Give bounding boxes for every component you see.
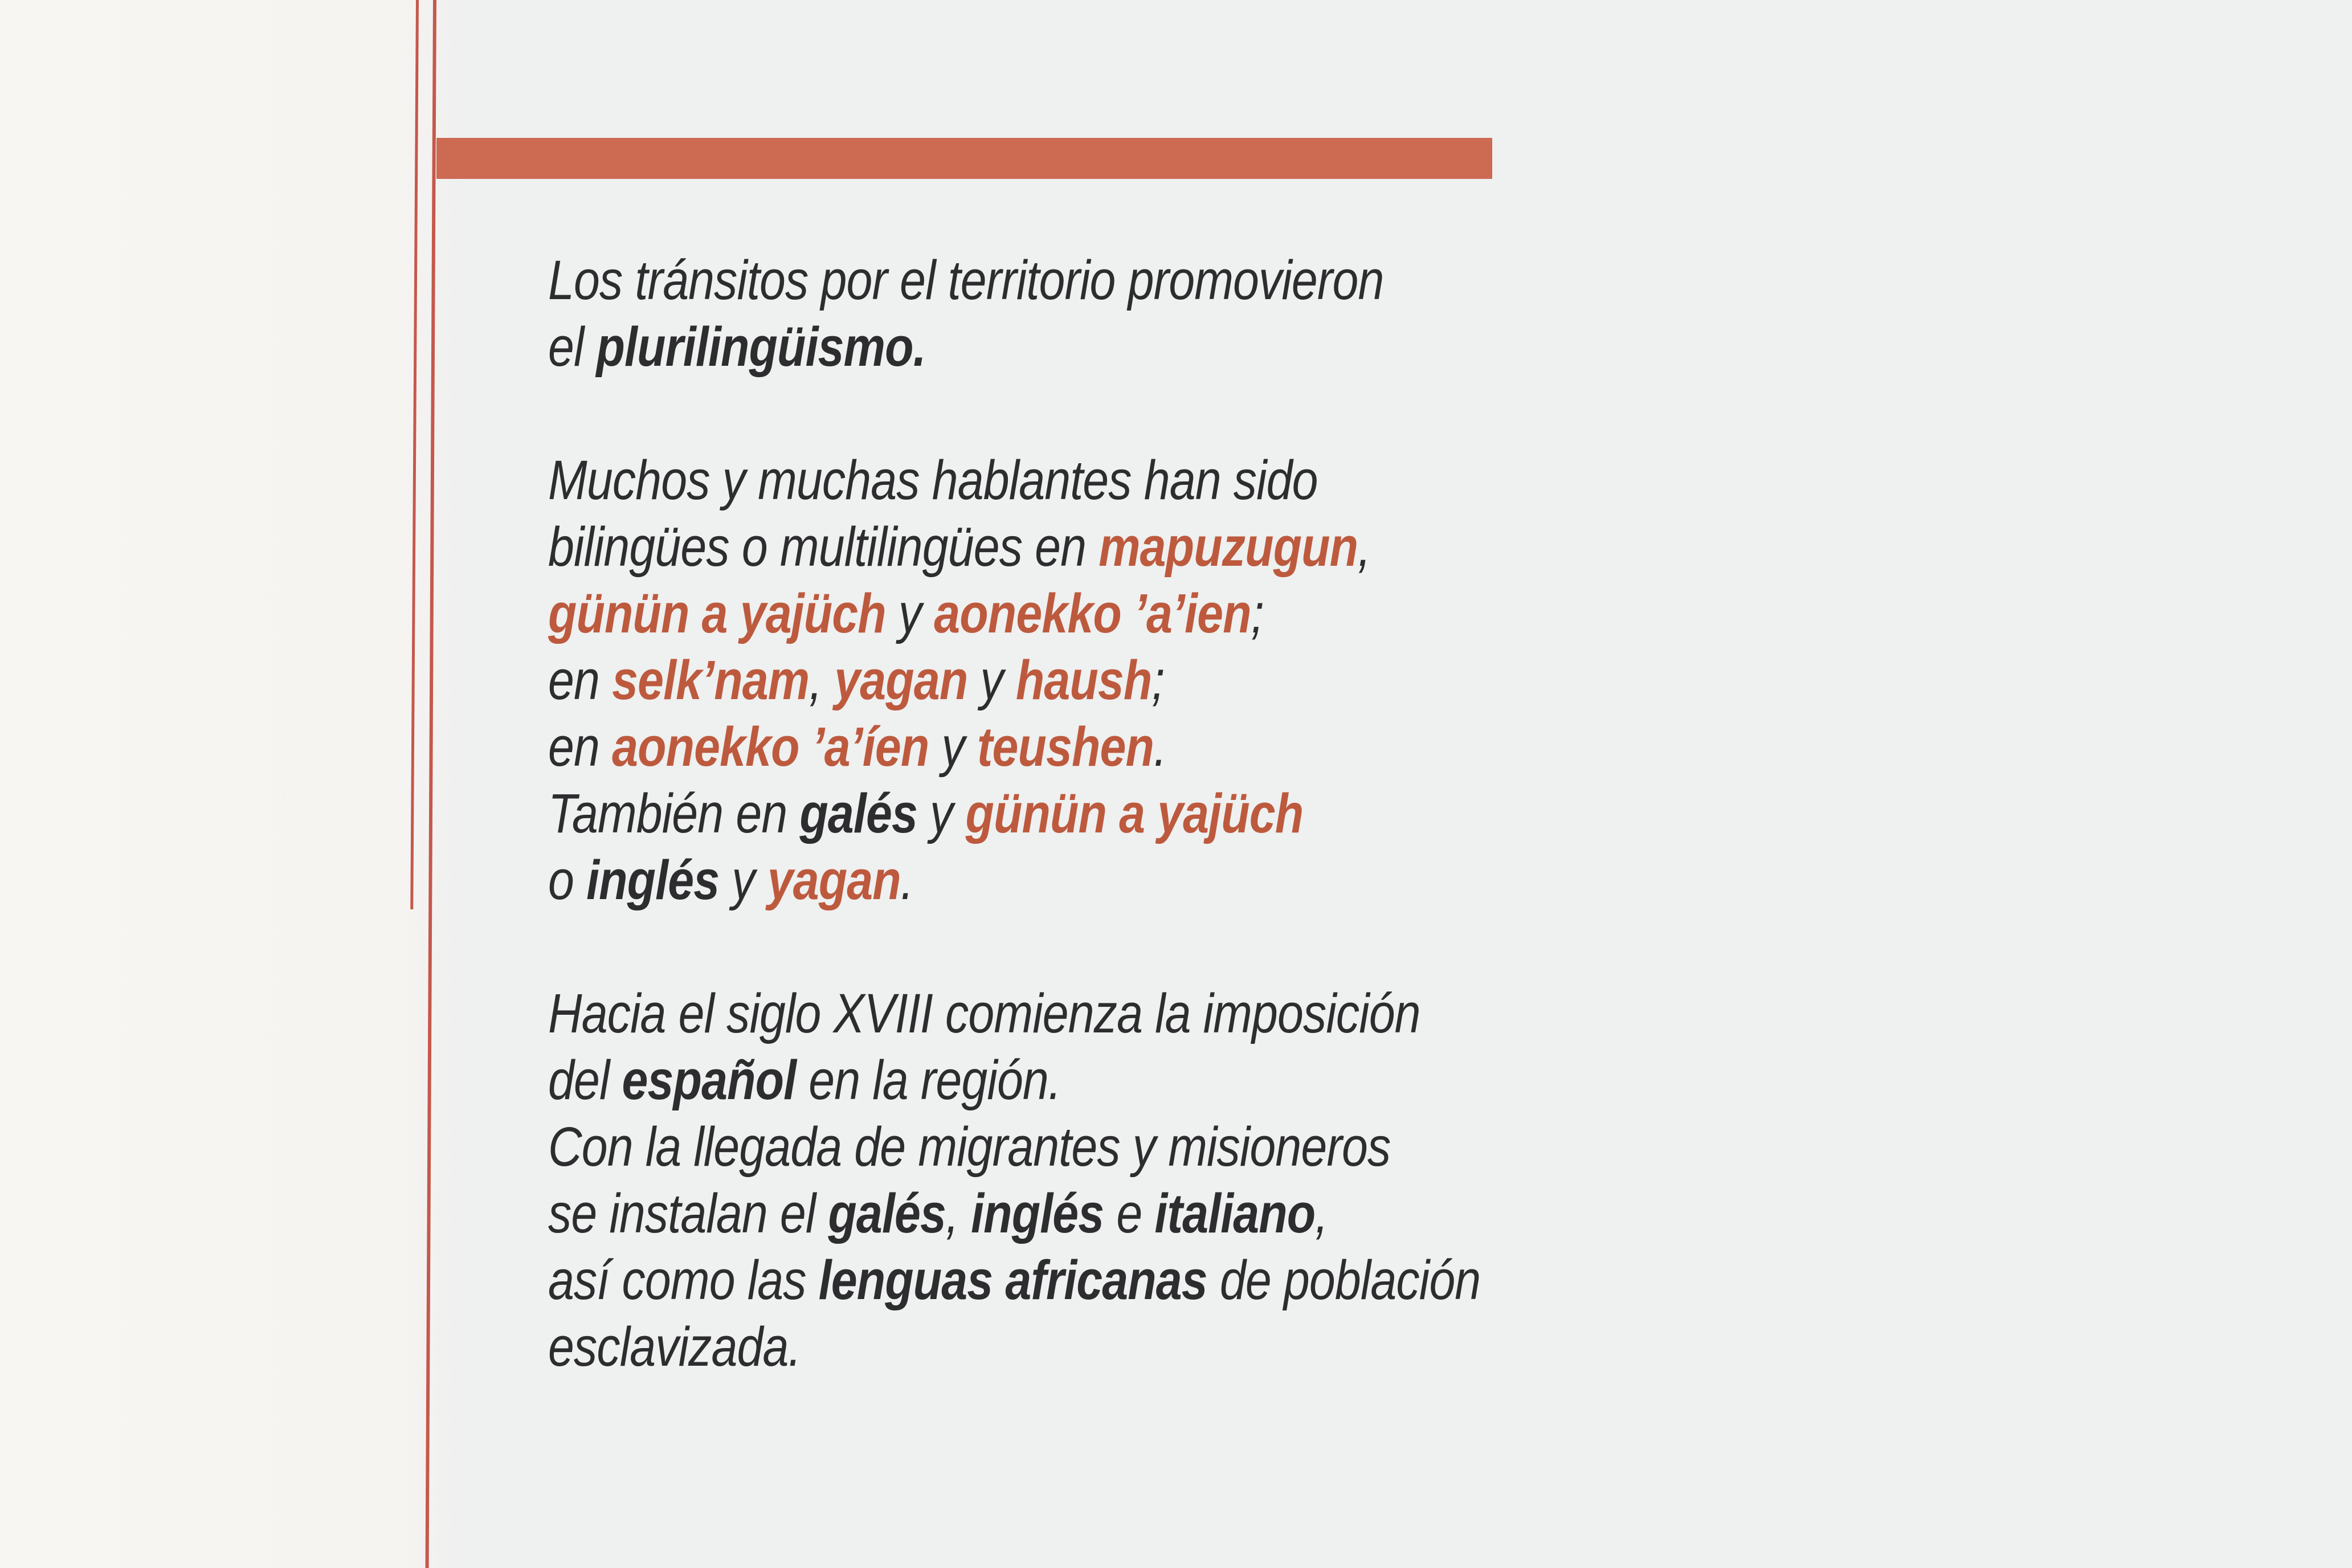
text-segment: el — [548, 316, 597, 378]
text-line — [548, 1113, 1710, 1180]
accent-bar — [436, 138, 1492, 179]
text-segment: del — [548, 1049, 622, 1111]
text-segment: y — [917, 782, 966, 844]
language-term: aonekko ’a’íen — [612, 716, 929, 778]
text-line — [548, 513, 1710, 580]
language-term: aonekko ’a’ien — [934, 582, 1251, 644]
emphasis-term: español — [622, 1049, 797, 1111]
text-segment: de población — [1207, 1249, 1481, 1311]
text-segment: y — [885, 582, 934, 644]
text-segment: bilingües o multilingües en — [548, 516, 1099, 578]
emphasis-term: italiano — [1154, 1182, 1316, 1244]
text-segment: , — [1358, 516, 1371, 578]
text-line — [548, 1313, 1710, 1380]
text-segment: o — [548, 849, 587, 911]
text-segment: , — [1315, 1182, 1328, 1244]
language-term: yagan — [834, 649, 968, 711]
text-line — [548, 713, 1710, 780]
text-segment: , — [946, 1182, 971, 1244]
left-long-rule — [426, 0, 436, 1568]
language-term: günün a yajüch — [965, 782, 1304, 844]
emphasis-term: galés — [828, 1182, 946, 1244]
text-segment: en — [548, 649, 612, 711]
panel-text — [548, 247, 1916, 1380]
paragraph — [548, 247, 1916, 380]
text-segment: También en — [548, 782, 800, 844]
text-line — [548, 580, 1710, 647]
text-segment: ; — [1152, 649, 1165, 711]
text-segment: en — [548, 716, 612, 778]
text-segment: . — [900, 849, 913, 911]
text-segment: . — [1154, 716, 1167, 778]
text-segment: y — [929, 716, 977, 778]
language-term: yagan — [767, 849, 901, 911]
emphasis-term: plurilingüismo. — [596, 316, 926, 378]
text-segment: Muchos y muchas hablantes han sido — [548, 449, 1318, 511]
language-term: teushen — [977, 716, 1154, 778]
text-segment: así como las — [548, 1249, 819, 1311]
text-line — [548, 1180, 1710, 1247]
paragraph — [548, 447, 1916, 913]
emphasis-term: galés — [799, 782, 917, 844]
text-segment: e — [1104, 1182, 1155, 1244]
text-line — [548, 1047, 1710, 1113]
text-segment: Hacia el siglo XVIII comienza la imposición — [548, 982, 1420, 1044]
text-segment: , — [809, 649, 835, 711]
text-line — [548, 647, 1710, 713]
text-line — [548, 980, 1710, 1047]
text-segment: se instalan el — [548, 1182, 828, 1244]
text-segment: esclavizada. — [548, 1316, 801, 1378]
left-short-rule — [410, 0, 419, 909]
text-line — [548, 847, 1710, 913]
language-term: mapuzugun — [1099, 516, 1358, 578]
text-line — [548, 247, 1710, 313]
emphasis-term: inglés — [586, 849, 720, 911]
text-line — [548, 780, 1710, 847]
text-line — [548, 447, 1710, 513]
text-segment: Los tránsitos por el territorio promovieron — [548, 249, 1384, 311]
text-line — [548, 313, 1710, 380]
emphasis-term: lenguas africanas — [818, 1249, 1207, 1311]
emphasis-term: inglés — [971, 1182, 1104, 1244]
text-segment: ; — [1251, 582, 1264, 644]
text-line — [548, 1247, 1710, 1313]
language-term: günün a yajüch — [548, 582, 886, 644]
text-segment: y — [719, 849, 767, 911]
text-segment: y — [967, 649, 1016, 711]
language-term: selk’nam — [612, 649, 810, 711]
language-term: haush — [1015, 649, 1152, 711]
text-segment: en la región. — [796, 1049, 1061, 1111]
paragraph — [548, 980, 1916, 1380]
text-segment: Con la llegada de migrantes y misioneros — [548, 1116, 1391, 1178]
